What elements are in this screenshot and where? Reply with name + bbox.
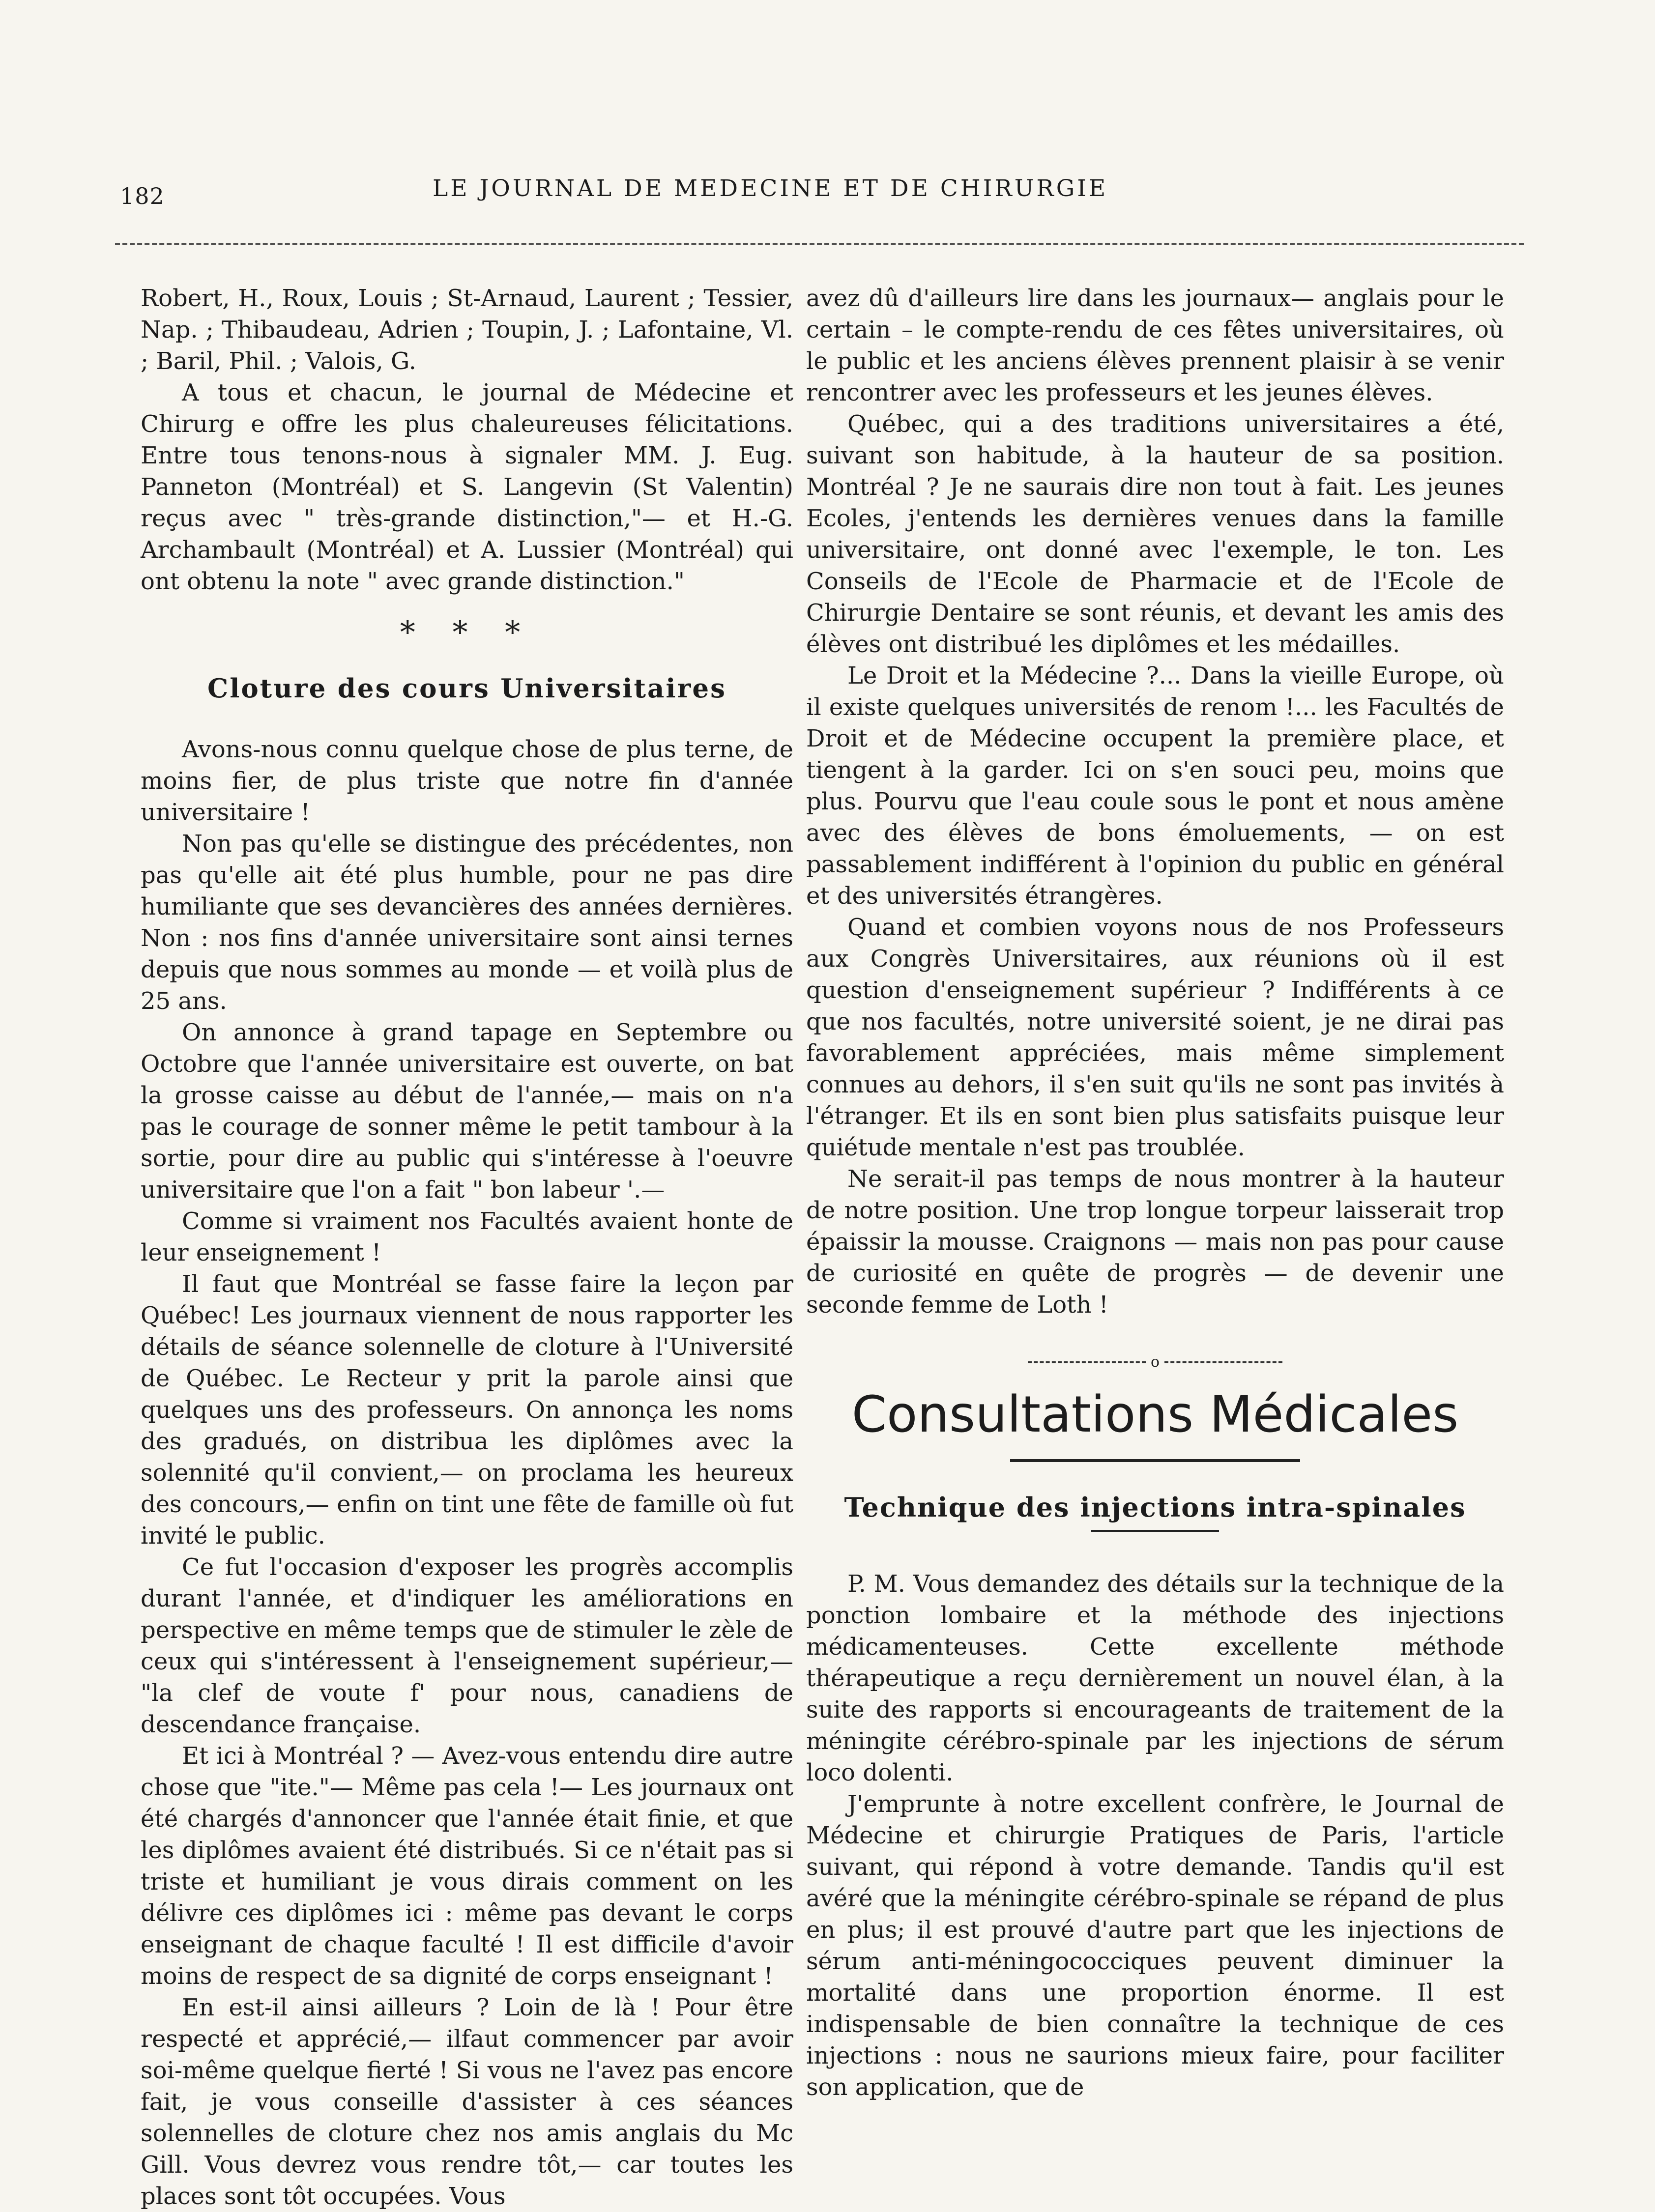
asterism-separator: * * * bbox=[400, 614, 534, 650]
body-paragraph: En est-il ainsi ailleurs ? Loin de là ! Pour être respecté et apprécié,— ilfaut commencer par avoir soi-même quelque fierté ! Si vous ne l'avez pas encore fait, je vous conseille d'assister à ces séances solennelles de cloture chez nos amis anglais du Mc Gill. Vous devrez vous rendre tôt,— car toutes les places sont tôt occupées. Vous bbox=[141, 1994, 793, 2210]
body-paragraph: Comme si vraiment nos Facultés avaient honte de leur enseignement ! bbox=[141, 1207, 793, 1266]
article-subheading: Technique des injections intra-spinales bbox=[844, 1492, 1466, 1523]
page-number: 182 bbox=[120, 183, 165, 209]
body-paragraph: Ne serait-il pas temps de nous montrer à la hauteur de notre position. Une trop longue torpeur laisserait trop épaissir la mousse. Craignons — mais non pas pour cause de curiosité en quête de progrès — de devenir une seconde femme de Loth ! bbox=[806, 1165, 1504, 1319]
ornamental-divider bbox=[806, 1355, 1504, 1370]
graduate-list-paragraph: Robert, H., Roux, Louis ; St-Arnaud, Laurent ; Tessier, Nap. ; Thibaudeau, Adrien ; Toupin, J. ; Lafontaine, Vl. ; Baril, Phil. ; Valois, G. bbox=[141, 285, 793, 375]
body-paragraph: avez dû d'ailleurs lire dans les journaux— anglais pour le certain – le compte-rendu de ces fêtes universitaires, où le public et les anciens élèves prennent plaisir à se venir rencontrer avec les professeurs et les jeunes élèves. bbox=[806, 285, 1504, 406]
body-paragraph: On annonce à grand tapage en Septembre ou Octobre que l'année universitaire est ouverte, on bat la grosse caisse au début de l'année,— mais on n'a pas le courage de sonner même le petit tambour à la sortie, pour dire au public qui s'intéresse à l'oeuvre universitaire que l'on a fait " bon labeur '.— bbox=[141, 1019, 793, 1204]
body-paragraph: Non pas qu'elle se distingue des précédentes, non pas qu'elle ait été plus humble, pour ne pas dire humiliante que ses devancières des années dernières. Non : nos fins d'année universitaire sont ainsi ternes depuis que nous sommes au monde — et voilà plus de 25 ans. bbox=[141, 830, 793, 1015]
header-rule bbox=[115, 243, 1524, 245]
body-paragraph: P. M. Vous demandez des détails sur la technique de la ponction lombaire et la méthode des injections médicamenteuses. Cette excellente méthode thérapeutique a reçu dernièrement un nouvel élan, à la suite des rapports si encourageants de traitement de la méningite cérébro-spinale par les injections de sérum loco dolenti. bbox=[806, 1570, 1504, 1786]
body-paragraph: Et ici à Montréal ? — Avez-vous entendu dire autre chose que "ite."— Même pas cela !— Les journaux ont été chargés d'annoncer que l'année était finie, et que les diplômes avaient été distribués. Si ce n'était pas si triste et humiliant je vous dirais comment on les délivre ces diplômes ici : même pas devant le corps enseignant de chaque faculté ! Il est difficile d'avoir moins de respect de sa dignité de corps enseignant ! bbox=[141, 1742, 793, 1990]
body-paragraph: Ce fut l'occasion d'exposer les progrès accomplis durant l'année, et d'indiquer les améliorations en perspective en même temps que de stimuler le zèle de ceux qui s'intéressent à l'enseignement supérieur,— "la clef de voute f' pour nous, canadiens de descendance française. bbox=[141, 1553, 793, 1738]
divider-line bbox=[1028, 1361, 1146, 1363]
body-paragraph: J'emprunte à notre excellent confrère, le Journal de Médecine et chirurgie Pratiques de Paris, l'article suivant, qui répond à votre demande. Tandis qu'il est avéré que la méningite cérébro-spinale se répand de plus en plus; il est prouvé d'autre part que les injections de sérum anti-méningococciques peuvent diminuer la mortalité dans une proportion énorme. Il est indispensable de bien connaître la technique de ces injections : nous ne saurions mieux faire, pour faciliter son application, que de bbox=[806, 1790, 1504, 2101]
article-heading: Cloture des cours Universitaires bbox=[207, 673, 726, 704]
left-column bbox=[141, 283, 793, 2212]
divider-line bbox=[1164, 1361, 1282, 1363]
body-paragraph: Avons-nous connu quelque chose de plus terne, de moins fier, de plus triste que notre fin d'année universitaire ! bbox=[141, 736, 793, 826]
running-title: LE JOURNAL DE MEDECINE ET DE CHIRURGIE bbox=[433, 175, 1108, 202]
body-paragraph: Québec, qui a des traditions universitaires a été, suivant son habitude, à la hauteur de sa position. Montréal ? Je ne saurais dire non tout à fait. Les jeunes Ecoles, j'entends les dernières venues dans la famille universitaire, ont donné avec l'exemple, le ton. Les Conseils de l'Ecole de Pharmacie et de l'Ecole de Chirurgie Dentaire se sont réunis, et devant les amis des élèves ont distribué les diplômes et les médailles. bbox=[806, 410, 1504, 658]
body-paragraph: Le Droit et la Médecine ?... Dans la vieille Europe, où il existe quelques universités de renom !... les Facultés de Droit et de Médecine occupent la première place, et tiengent à la garder. Ici on s'en souci peu, moins que plus. Pourvu que l'eau coule sous le pont et nous amène avec des élèves de bons émoluements, — on est passablement indifférent à l'opinion du public en général et des universités étrangères. bbox=[806, 662, 1504, 910]
divider-knot: o bbox=[1150, 1353, 1160, 1371]
section-title: Consultations Médicales bbox=[851, 1385, 1459, 1444]
section-rule bbox=[1010, 1459, 1300, 1462]
congratulations-paragraph: A tous et chacun, le journal de Médecine et Chirurg e offre les plus chaleureuses félicitations. Entre tous tenons-nous à signaler MM. J. Eug. Panneton (Montréal) et S. Langevin (St Valentin) reçus avec " très-grande distinction,"— et H.-G. Archambault (Montréal) et A. Lussier (Montréal) qui ont obtenu la note " avec grande distinction." bbox=[141, 379, 793, 595]
right-column bbox=[806, 283, 1504, 2103]
body-paragraph: Quand et combien voyons nous de nos Professeurs aux Congrès Universitaires, aux réunions où il est question d'enseignement supérieur ? Indifférents à ce que nos facultés, notre université soient, je ne dirai pas favorablement appréciées, mais même simplement connues au dehors, il s'en suit qu'ils ne sont pas invités à l'étranger. Et ils en sont bien plus satisfaits puisque leur quiétude mentale n'est pas troublée. bbox=[806, 914, 1504, 1161]
body-paragraph: Il faut que Montréal se fasse faire la leçon par Québec! Les journaux viennent de nous rapporter les détails de séance solennelle de cloture à l'Université de Québec. Le Recteur y prit la parole ainsi que quelques uns des professeurs. On annonça les noms des gradués, on distribua les diplômes avec la solennité qu'il convient,— on proclama les heureux des concours,— enfin on tint une fête de famille où fut invité le public. bbox=[141, 1270, 793, 1550]
